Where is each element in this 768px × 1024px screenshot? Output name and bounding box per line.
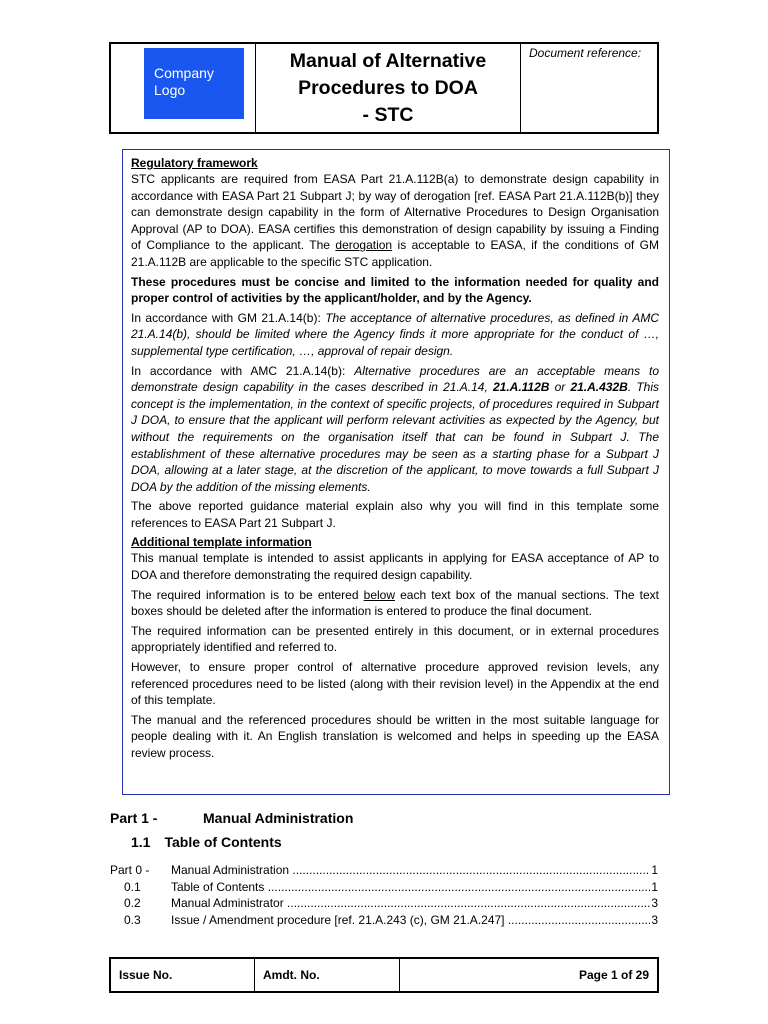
template-paragraph: However, to ensure proper control of alternative procedure approved revision levels, any referenced procedures need to be listed (along with their revision level) in the Appendix at the end of this template. [131, 660, 659, 708]
template-paragraph: This manual template is intended to assist applicants in applying for EASA acceptance of AP to DOA and therefore demonstrating the required design capability. [131, 551, 659, 583]
toc-page: 3 [651, 896, 658, 910]
template-paragraph: The required information is to be entered below each text box of the manual sections. The text boxes should be deleted after the information is entered to produce the final document. [131, 587, 660, 619]
issue-number: Issue No. [111, 959, 255, 991]
template-info-heading: Additional template information [131, 535, 312, 550]
toc-number: 0.1 [124, 879, 141, 894]
section-heading [131, 834, 282, 850]
toc-number: 0.2 [124, 896, 141, 910]
framework-paragraph: STC applicants are required from EASA Part 21.A.112B(a) to demonstrate design capability in accordance with EASA Part 21 Subpart J; by way of derogation [ref. EASA Part 21.A.112B(b)] they can demonstrate design capability in the form of Alternative Procedures to Design Organisation Approval (AP to DOA). EASA certifies this demonstration of design capability by issuing a Finding of Compliance to the applicant. The derogation is acceptable to EASA, if the conditions of GM 21.A.112B are applicable to the specific STC application. [131, 172, 659, 269]
title-line: Procedures to DOA [298, 77, 478, 99]
toc-page: 1 [651, 879, 658, 894]
document-title [256, 44, 521, 132]
toc-number: 0.3 [124, 912, 141, 927]
page-number: Page 1 of 29 [578, 968, 649, 982]
derogation-link: derogation [335, 238, 393, 253]
toc-page: 3 [651, 912, 658, 927]
framework-paragraph: The above reported guidance material explain also why you will find in this template some references to EASA Part 21 Subpart J. [131, 499, 659, 530]
framework-paragraph: In accordance with GM 21.A.14(b): The acceptance of alternative procedures, as defined in AMC 21.A.14(b), should be limited where the Agency finds it more appropriate for the conduct of …, supplemental type certification, …, approval of repair design. [131, 310, 659, 358]
toc-number: Part 0 - [110, 863, 150, 877]
table-of-contents [110, 862, 658, 928]
toc-title: Table of Contents ..... [171, 879, 658, 896]
toc-entry[interactable] [110, 912, 658, 929]
framework-paragraph: In accordance with AMC 21.A.14(b): Alternative procedures are an acceptable means to demonstrate design capability in the cases described in 21.A.14, 21.A.112B or 21.A.432B. This concept is the implementation, in the context of specific projects, of procedures required in Subpart J DOA, to ensure that the applicant will perform relevant activities as expected by the Agency, but without the requirements on the organisation itself that can be found in Subpart J. The establishment of these alternative procedures may be seen as a starting phase for a Subpart J DOA, allowing at a later stage, at the discretion of the applicant, to move towards a full Subpart J DOA by the addition of the missing elements. [131, 363, 659, 494]
toc-entry[interactable] [110, 895, 658, 912]
section-number: 1.1 [131, 834, 151, 850]
toc-page: 1 [651, 863, 658, 877]
template-paragraph: The manual and the referenced procedures should be written in the most suitable language for people dealing with it. An English translation is welcomed and helps in speeding up the EASA review process. [131, 712, 659, 760]
toc-entry[interactable] [110, 862, 658, 879]
header-table [109, 42, 659, 134]
section-title: Table of Contents [164, 834, 282, 850]
title-line: Manual of Alternative [289, 50, 487, 72]
part-heading [110, 810, 354, 826]
template-paragraph: The required information can be presented entirely in this document, or in external procedures appropriately identified and referred to. [131, 623, 659, 655]
toc-title: Manual Administrator ..... [171, 895, 658, 912]
toc-entry[interactable] [110, 879, 658, 896]
document-reference [521, 44, 657, 132]
framework-heading: Regulatory framework [131, 156, 258, 170]
toc-title: Issue / Amendment procedure [ref. 21.A.243 (c), GM 21.A.247] ..... [171, 912, 658, 929]
part-number: Part 1 - [110, 810, 158, 826]
amendment-number: Amdt. No. [255, 959, 400, 991]
guidance-text-box [122, 149, 670, 795]
doc-ref-label: Document reference: [529, 46, 642, 60]
toc-title: Manual Administration ..... [171, 862, 658, 879]
part-title: Manual Administration [203, 810, 354, 826]
title-line: - STC [362, 104, 414, 126]
footer-table [109, 957, 659, 993]
framework-paragraph: These procedures must be concise and limited to the information needed for quality and proper control of activities by the applicant/holder, and by the Agency. [131, 274, 659, 306]
company-logo: Company Logo [144, 48, 244, 119]
logo-cell [111, 44, 256, 132]
